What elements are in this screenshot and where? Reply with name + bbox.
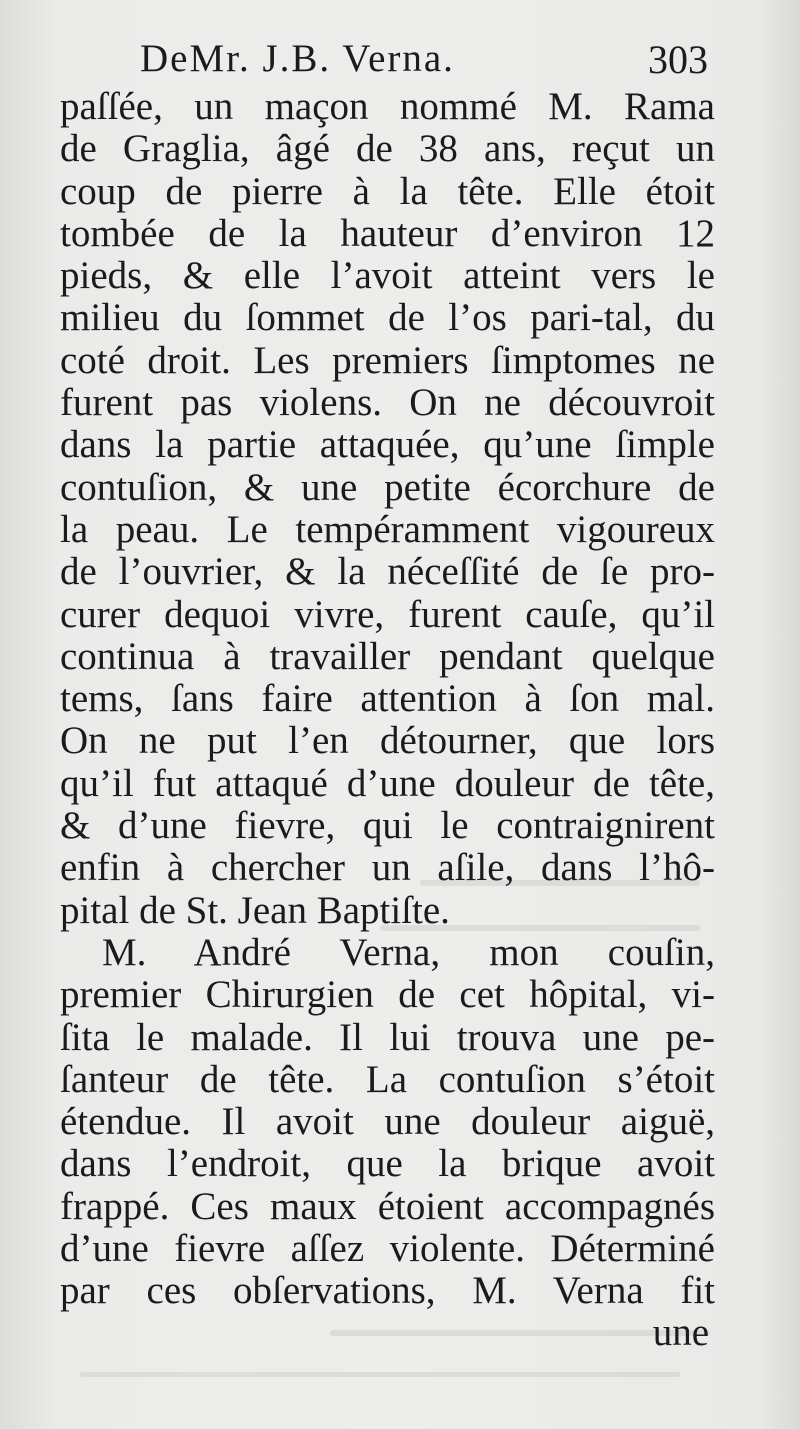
text-line: coté droit. Les premiers ſimptomes ne <box>60 338 715 382</box>
text-line: dans la partie attaquée, qu’une ſimple <box>60 423 715 467</box>
text-line: par ces obſervations, M. Verna fit <box>60 1269 715 1313</box>
text-line: frappé. Ces maux étoient accompagnés <box>60 1184 715 1228</box>
text-line: furent pas violens. On ne découvroit <box>60 381 715 425</box>
text-line: & d’une fievre, qui le contraignirent <box>60 804 715 848</box>
text-line: coup de pierre à la tête. Elle étoit <box>60 169 715 213</box>
text-line: ſanteur de tête. La contuſion s’étoit <box>60 1057 715 1101</box>
text-line: de l’ouvrier, & la néceſſité de ſe pro- <box>60 550 715 594</box>
text-line: ſita le malade. Il lui trouva une pe- <box>60 1015 715 1059</box>
text-line: premier Chirurgien de cet hôpital, vi- <box>60 973 715 1017</box>
text-line: la peau. Le tempéramment vigoureux <box>60 507 715 551</box>
text-line: étendue. Il avoit une douleur aiguë, <box>60 1100 715 1144</box>
text-line: continua à travailler pendant quelque <box>60 634 715 678</box>
page-header <box>0 30 800 90</box>
paragraph-end-line: pital de St. Jean Baptiſte. <box>60 888 450 932</box>
text-line: pieds, & elle l’avoit atteint vers le <box>60 254 715 298</box>
catchword: une <box>652 1311 709 1354</box>
text-line: On ne put l’en détourner, que lors <box>60 719 715 763</box>
running-head: DeMr. J.B. Verna. <box>140 37 455 80</box>
text-line: paſſée, un maçon nommé M. Rama <box>60 85 715 128</box>
text-line: contuſion, & une petite écorchure de <box>60 465 715 509</box>
text-line: dans l’endroit, que la brique avoit <box>60 1142 715 1186</box>
page-number: 303 <box>648 37 708 82</box>
text-line: qu’il fut attaqué d’une douleur de tête, <box>60 761 715 805</box>
text-line: milieu du ſommet de l’os pari-tal, du <box>60 296 715 340</box>
text-line: de Graglia, âgé de 38 ans, reçut un <box>60 127 715 171</box>
text-line: enfin à chercher un aſile, dans l’hô- <box>60 846 715 890</box>
paragraph-start-line: M. André Verna, mon couſin, <box>102 930 715 974</box>
text-line: tombée de la hauteur d’environ 12 <box>60 211 715 255</box>
text-line: d’une fievre aſſez violente. Déterminé <box>60 1227 715 1271</box>
text-line: curer dequoi vivre, furent cauſe, qu’il <box>60 592 715 636</box>
body-text <box>60 86 715 1313</box>
text-line: tems, ſans faire attention à ſon mal. <box>60 677 715 721</box>
catchword-row <box>60 1311 715 1355</box>
